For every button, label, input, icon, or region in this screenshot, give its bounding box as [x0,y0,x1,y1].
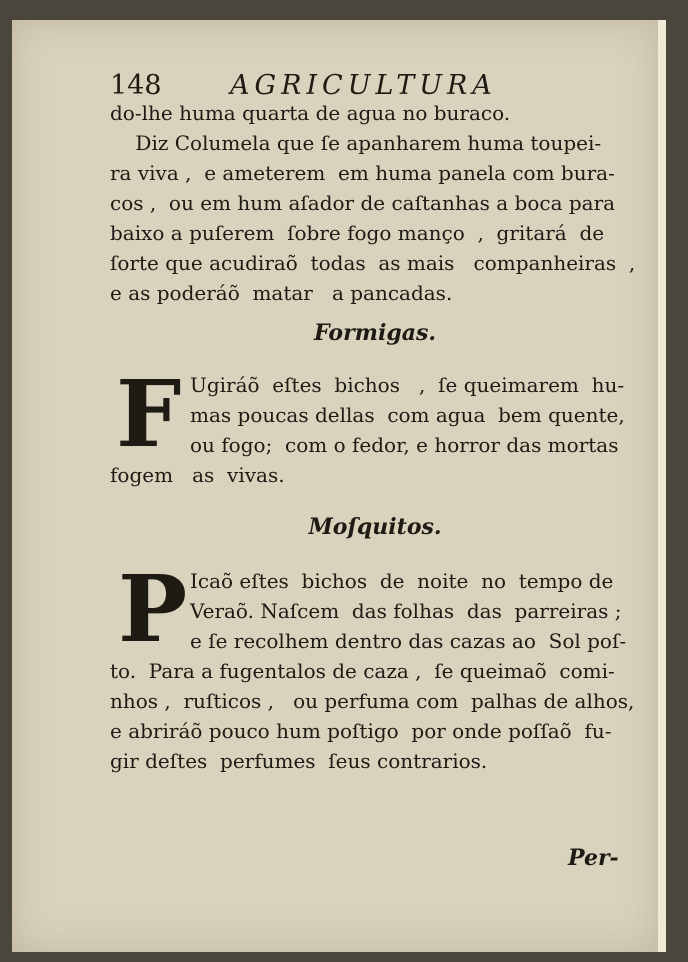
drop-cap: P [118,555,188,663]
section-heading-formigas: Formigas. [314,320,436,346]
section-heading-mosquitos: Moſquitos. [308,514,442,540]
text-line: baixo a puſerem ſobre fogo manço , gritará de [110,221,605,245]
text-line: do-lhe huma quarta de agua no buraco. [110,101,511,125]
text-line: e as poderáõ matar a pancadas. [110,281,453,305]
text-line: to. Para a fugentalos de caza , ſe queimaõ comi- [110,659,615,683]
running-title: AGRICULTURA [230,70,497,101]
text-line: e abriráõ pouco hum poſtigo por onde poſſaõ fu- [110,719,612,743]
catchword: Per- [568,845,619,871]
drop-cap: F [116,360,182,468]
text-line: Diz Columela que ſe apanharem huma toupei- [110,131,602,155]
text-line: gir deſtes perfumes ſeus contrarios. [110,749,488,773]
text-line: ſorte que acudiraõ todas as mais companheiras , [110,251,636,275]
book-page [12,20,666,952]
text-line: fogem as vivas. [110,463,285,487]
text-line: Icaõ eſtes bichos de noite no tempo de [190,569,614,593]
text-line: Veraõ. Naſcem das folhas das parreiras ; [190,599,622,623]
text-line: nhos , ruſticos , ou perfuma com palhas de alhos, [110,689,635,713]
text-line: ou fogo; com o fedor, e horror das mortas [190,433,619,457]
text-line: e ſe recolhem dentro das cazas ao Sol poſ- [190,629,627,653]
text-line: mas poucas dellas com agua bem quente, [190,403,625,427]
text-line: cos , ou em hum aſador de caſtanhas a boca para [110,191,616,215]
text-line: ra viva , e ameterem em huma panela com bura- [110,161,615,185]
text-line: Ugiráõ eſtes bichos , ſe queimarem hu- [190,373,625,397]
page-number: 148 [110,70,162,101]
